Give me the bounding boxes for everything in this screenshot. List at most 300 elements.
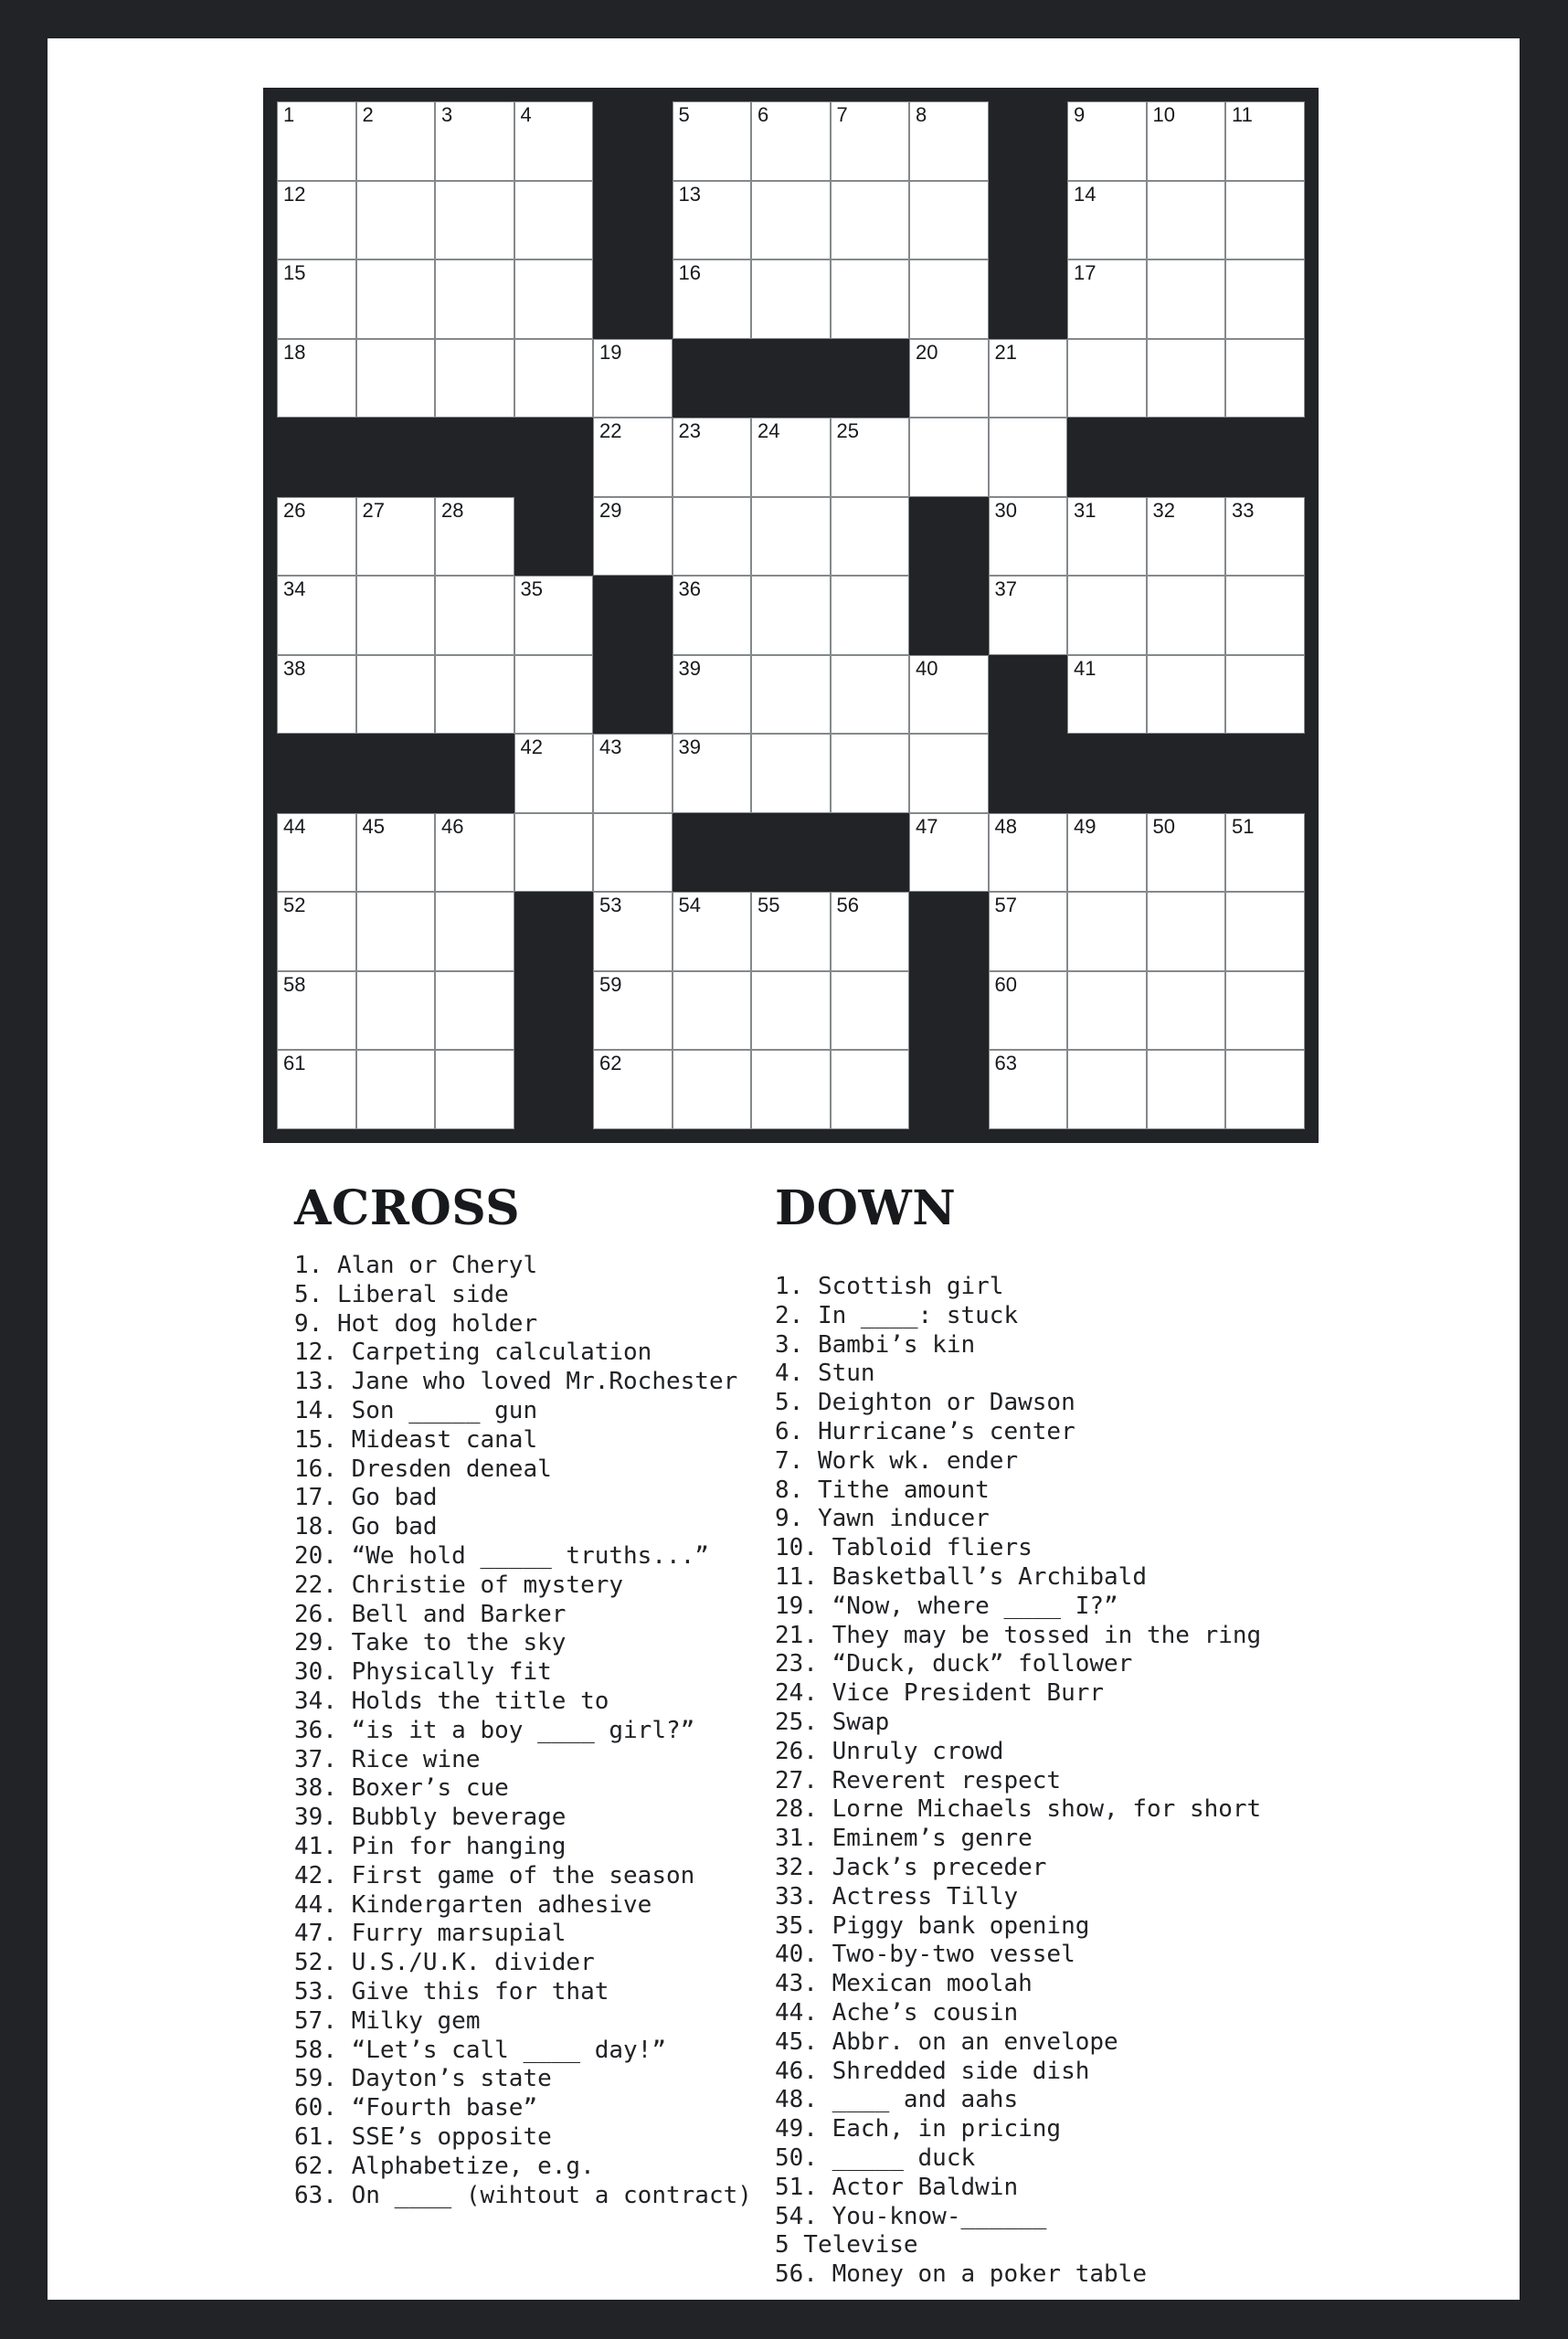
cell-number: 63 [994, 1052, 1017, 1074]
cell-number: 5 [678, 103, 690, 126]
grid-cell[interactable] [1147, 181, 1226, 260]
down-clue: 19. “Now, where ____ I?” [775, 1592, 1118, 1620]
across-clue: 18. Go bad [294, 1513, 438, 1541]
cell-number: 6 [758, 103, 769, 126]
grid-cell[interactable] [593, 734, 673, 813]
down-clue: 44. Ache’s cousin [775, 1998, 1019, 2027]
down-heading: DOWN [775, 1180, 957, 1236]
grid-cell[interactable] [909, 734, 989, 813]
grid-cell[interactable] [673, 101, 752, 181]
grid-cell[interactable] [989, 1050, 1068, 1129]
cell-number: 2 [362, 103, 374, 126]
down-clue: 24. Vice President Burr [775, 1679, 1105, 1708]
black-cell [989, 259, 1068, 339]
cell-number: 59 [599, 972, 622, 996]
grid-cell[interactable] [277, 971, 356, 1051]
grid-cell[interactable] [673, 418, 752, 497]
grid-cell[interactable] [1225, 339, 1305, 418]
grid-cell[interactable] [673, 971, 752, 1051]
cell-number: 22 [599, 419, 622, 442]
grid-cell[interactable] [593, 339, 673, 418]
cell-number: 1 [283, 103, 295, 126]
grid-cell[interactable] [514, 813, 594, 893]
grid-cell[interactable] [593, 497, 673, 577]
black-cell [1147, 418, 1226, 497]
cell-number: 50 [1152, 814, 1175, 838]
grid-cell[interactable] [673, 892, 752, 971]
across-clue: 60. “Fourth base” [294, 2094, 538, 2122]
cell-number: 40 [916, 656, 938, 680]
black-cell [1067, 734, 1147, 813]
black-cell [1225, 418, 1305, 497]
down-clue: 21. They may be tossed in the ring [775, 1621, 1262, 1649]
down-clue: 40. Two-by-two vessel [775, 1941, 1075, 1969]
cell-number: 61 [283, 1052, 306, 1074]
down-clue: 45. Abbr. on an envelope [775, 2027, 1118, 2056]
grid-cell[interactable] [751, 497, 831, 577]
cell-number: 36 [678, 577, 701, 600]
grid-cell[interactable] [1147, 971, 1226, 1051]
grid-cell[interactable] [1225, 655, 1305, 735]
grid-cell[interactable] [435, 655, 514, 735]
grid-cell[interactable] [435, 497, 514, 577]
black-cell [673, 813, 752, 893]
grid-cell[interactable] [277, 101, 356, 181]
black-cell [1147, 734, 1226, 813]
cell-number: 35 [520, 577, 543, 600]
grid-cell[interactable] [435, 1050, 514, 1129]
cell-number: 19 [599, 340, 622, 364]
cell-number: 57 [994, 894, 1017, 916]
grid-cell[interactable] [989, 813, 1068, 893]
cell-number: 38 [283, 656, 306, 680]
black-cell [989, 181, 1068, 260]
cell-number: 8 [916, 103, 927, 126]
grid-cell[interactable] [673, 1050, 752, 1129]
across-clue: 36. “is it a boy ____ girl?” [294, 1716, 695, 1744]
grid-cell[interactable] [1225, 181, 1305, 260]
cell-number: 47 [916, 814, 938, 838]
cell-number: 31 [1074, 498, 1097, 522]
cell-number: 39 [678, 656, 701, 680]
grid-cell[interactable] [909, 655, 989, 735]
grid-cell[interactable] [1147, 339, 1226, 418]
grid-cell[interactable] [909, 418, 989, 497]
grid-cell[interactable] [1147, 101, 1226, 181]
grid-cell[interactable] [356, 813, 436, 893]
grid-cell[interactable] [277, 497, 356, 577]
down-clue: 1. Scottish girl [775, 1273, 1004, 1300]
grid-cell[interactable] [751, 1050, 831, 1129]
across-clue: 63. On ____ (wihtout a contract) [294, 2181, 752, 2209]
black-cell [356, 734, 436, 813]
grid-cell[interactable] [277, 181, 356, 260]
grid-cell[interactable] [435, 339, 514, 418]
black-cell [435, 418, 514, 497]
grid-cell[interactable] [1147, 813, 1226, 893]
grid-cell[interactable] [435, 813, 514, 893]
cell-number: 54 [678, 894, 701, 916]
grid-cell[interactable] [751, 259, 831, 339]
grid-cell[interactable] [909, 101, 989, 181]
across-clue: 53. Give this for that [294, 1977, 609, 2006]
cell-number: 30 [994, 498, 1017, 522]
black-cell [356, 418, 436, 497]
grid-cell[interactable] [909, 339, 989, 418]
across-clue: 38. Boxer’s cue [294, 1774, 509, 1803]
cell-number: 49 [1074, 814, 1097, 838]
grid-cell[interactable] [514, 734, 594, 813]
down-clue: 8. Tithe amount [775, 1476, 990, 1504]
grid-cell[interactable] [1225, 259, 1305, 339]
black-cell [277, 734, 356, 813]
across-clue: 59. Dayton’s state [294, 2065, 552, 2093]
grid-cell[interactable] [277, 259, 356, 339]
grid-cell[interactable] [1067, 181, 1147, 260]
across-clue: 61. SSE’s opposite [294, 2122, 552, 2151]
across-clue: 62. Alphabetize, e.g. [294, 2152, 595, 2180]
grid-cell[interactable] [356, 339, 436, 418]
grid-cell[interactable] [831, 971, 910, 1051]
grid-cell[interactable] [831, 576, 910, 655]
grid-cell[interactable] [1067, 971, 1147, 1051]
grid-cell[interactable] [989, 339, 1068, 418]
cell-number: 58 [283, 972, 306, 996]
grid-cell[interactable] [356, 259, 436, 339]
cell-number: 27 [362, 498, 385, 522]
across-clue: 58. “Let’s call ____ day!” [294, 2036, 666, 2064]
grid-cell[interactable] [831, 181, 910, 260]
across-clue: 26. Bell and Barker [294, 1600, 567, 1628]
grid-cell[interactable] [831, 734, 910, 813]
grid-cell[interactable] [356, 497, 436, 577]
grid-cell[interactable] [1067, 339, 1147, 418]
grid-cell[interactable] [1067, 101, 1147, 181]
grid-cell[interactable] [356, 971, 436, 1051]
across-clue: 13. Jane who loved Mr.Rochester [294, 1368, 738, 1396]
black-cell [435, 734, 514, 813]
grid-cell[interactable] [1147, 1050, 1226, 1129]
across-clue: 34. Holds the title to [294, 1687, 609, 1715]
grid-cell[interactable] [435, 259, 514, 339]
across-clue-list [294, 1252, 752, 2210]
down-clue: 2. In ____: stuck [775, 1301, 1019, 1329]
grid-cell[interactable] [1147, 259, 1226, 339]
down-clue: 33. Actress Tilly [775, 1882, 1019, 1910]
down-clue: 35. Piggy bank opening [775, 1911, 1090, 1940]
cell-number: 55 [758, 894, 780, 916]
black-cell [909, 576, 989, 655]
grid-cell[interactable] [277, 1050, 356, 1129]
grid-cell[interactable] [1225, 971, 1305, 1051]
black-cell [989, 734, 1068, 813]
grid-cell[interactable] [356, 892, 436, 971]
grid-cell[interactable] [1225, 497, 1305, 577]
black-cell [514, 892, 594, 971]
grid-cell[interactable] [673, 734, 752, 813]
across-clue: 39. Bubbly beverage [294, 1804, 567, 1832]
cell-number: 60 [994, 972, 1017, 996]
across-clue: 5. Liberal side [294, 1280, 509, 1308]
down-clue: 5. Deighton or Dawson [775, 1389, 1075, 1417]
cell-number: 25 [836, 419, 859, 442]
across-clue: 15. Mideast canal [294, 1425, 538, 1454]
down-clue: 26. Unruly crowd [775, 1737, 1004, 1765]
grid-cell[interactable] [356, 576, 436, 655]
across-clue: 52. U.S./U.K. divider [294, 1949, 595, 1977]
down-clue: 28. Lorne Michaels show, for short [775, 1795, 1262, 1824]
grid-cell[interactable] [1147, 892, 1226, 971]
cell-number: 23 [678, 419, 701, 442]
black-cell [593, 101, 673, 181]
across-clue: 12. Carpeting calculation [294, 1339, 652, 1367]
grid-cell[interactable] [751, 418, 831, 497]
down-clue: 23. “Duck, duck” follower [775, 1650, 1133, 1678]
grid-cell[interactable] [356, 101, 436, 181]
across-clue: 44. Kindergarten adhesive [294, 1890, 652, 1919]
cell-number: 21 [994, 340, 1017, 364]
down-clue: 46. Shredded side dish [775, 2057, 1090, 2085]
grid-cell[interactable] [356, 1050, 436, 1129]
black-cell [751, 813, 831, 893]
grid-cell[interactable] [514, 101, 594, 181]
grid-cell[interactable] [593, 971, 673, 1051]
grid-cell[interactable] [831, 655, 910, 735]
cell-number: 42 [520, 736, 543, 758]
grid-cell[interactable] [435, 892, 514, 971]
black-cell [514, 1050, 594, 1129]
cell-number: 44 [283, 814, 306, 838]
grid-cell[interactable] [593, 418, 673, 497]
black-cell [514, 418, 594, 497]
down-clue: 7. Work wk. ender [775, 1446, 1019, 1475]
grid-cell[interactable] [435, 101, 514, 181]
down-clue: 9. Yawn inducer [775, 1505, 990, 1533]
across-clue: 57. Milky gem [294, 2006, 481, 2035]
grid-cell[interactable] [1225, 101, 1305, 181]
grid-cell[interactable] [673, 576, 752, 655]
grid-cell[interactable] [831, 101, 910, 181]
black-cell [751, 339, 831, 418]
down-clue: 4. Stun [775, 1360, 875, 1388]
cell-number: 52 [283, 894, 306, 916]
across-clue: 42. First game of the season [294, 1861, 695, 1889]
grid-cell[interactable] [831, 418, 910, 497]
down-clue: 50. _____ duck [775, 2143, 976, 2172]
crossword-grid [263, 88, 1319, 1143]
grid-cell[interactable] [909, 813, 989, 893]
across-clue: 1. Alan or Cheryl [294, 1252, 538, 1279]
grid-cell[interactable] [1067, 259, 1147, 339]
down-clue: 48. ____ and aahs [775, 2086, 1019, 2114]
black-cell [831, 813, 910, 893]
grid-cell[interactable] [1225, 892, 1305, 971]
grid-cell[interactable] [277, 892, 356, 971]
cell-number: 32 [1152, 498, 1175, 522]
across-clue: 30. Physically fit [294, 1658, 552, 1687]
cell-number: 13 [678, 182, 701, 206]
grid-cell[interactable] [1067, 892, 1147, 971]
black-cell [909, 892, 989, 971]
cell-number: 24 [758, 419, 780, 442]
down-clue-list [775, 1273, 1261, 2290]
across-clue: 22. Christie of mystery [294, 1571, 624, 1599]
cell-number: 26 [283, 498, 306, 522]
black-cell [514, 497, 594, 577]
black-cell [909, 497, 989, 577]
grid-cell[interactable] [1067, 655, 1147, 735]
grid-cell[interactable] [673, 181, 752, 260]
grid-cell[interactable] [989, 576, 1068, 655]
grid-cell[interactable] [989, 971, 1068, 1051]
grid-cell[interactable] [1067, 1050, 1147, 1129]
grid-cell[interactable] [751, 892, 831, 971]
grid-cell[interactable] [1147, 576, 1226, 655]
grid-cell[interactable] [593, 892, 673, 971]
black-cell [593, 576, 673, 655]
cell-number: 16 [678, 261, 701, 284]
grid-cell[interactable] [831, 259, 910, 339]
down-clue: 27. Reverent respect [775, 1766, 1062, 1794]
grid-cell[interactable] [435, 576, 514, 655]
across-section [294, 1182, 752, 2210]
across-clue: 16. Dresden deneal [294, 1455, 552, 1483]
grid-cell[interactable] [435, 971, 514, 1051]
grid-cell[interactable] [514, 576, 594, 655]
grid-cell[interactable] [1225, 1050, 1305, 1129]
black-cell [277, 418, 356, 497]
cell-number: 7 [836, 103, 848, 126]
grid-cell[interactable] [277, 339, 356, 418]
cell-number: 41 [1074, 656, 1097, 680]
black-cell [514, 971, 594, 1051]
grid-cell[interactable] [1067, 497, 1147, 577]
grid-cell[interactable] [751, 576, 831, 655]
down-clue: 3. Bambi’s kin [775, 1330, 976, 1359]
grid-cell[interactable] [831, 1050, 910, 1129]
grid-cell[interactable] [1067, 813, 1147, 893]
cell-number: 18 [283, 340, 306, 364]
cell-number: 33 [1232, 498, 1255, 522]
grid-cell[interactable] [356, 181, 436, 260]
grid-cell[interactable] [751, 734, 831, 813]
cell-number: 51 [1232, 814, 1255, 838]
cell-number: 29 [599, 498, 622, 522]
cell-number: 48 [994, 814, 1017, 838]
cell-number: 4 [520, 103, 532, 126]
cell-number: 28 [441, 498, 464, 522]
cell-number: 10 [1152, 103, 1175, 126]
crossword-grid-cells [277, 101, 1305, 1129]
black-cell [593, 181, 673, 260]
grid-cell[interactable] [909, 181, 989, 260]
across-clue: 20. “We hold _____ truths...” [294, 1541, 709, 1570]
grid-cell[interactable] [514, 181, 594, 260]
grid-cell[interactable] [673, 497, 752, 577]
cell-number: 14 [1074, 182, 1097, 206]
grid-cell[interactable] [1147, 497, 1226, 577]
grid-cell[interactable] [831, 497, 910, 577]
across-clue: 47. Furry marsupial [294, 1920, 567, 1948]
grid-cell[interactable] [1225, 576, 1305, 655]
grid-cell[interactable] [1225, 813, 1305, 893]
across-clue: 9. Hot dog holder [294, 1309, 538, 1338]
down-clue: 10. Tabloid fliers [775, 1534, 1033, 1562]
black-cell [593, 655, 673, 735]
black-cell [1225, 734, 1305, 813]
black-cell [673, 339, 752, 418]
down-clue: 49. Each, in pricing [775, 2115, 1062, 2143]
cell-number: 34 [283, 577, 306, 600]
cell-number: 11 [1232, 103, 1253, 126]
grid-cell[interactable] [673, 259, 752, 339]
black-cell [909, 1050, 989, 1129]
across-clue: 14. Son _____ gun [294, 1396, 538, 1424]
cell-number: 17 [1074, 261, 1097, 284]
cell-number: 46 [441, 814, 464, 838]
grid-cell[interactable] [593, 1050, 673, 1129]
grid-cell[interactable] [989, 418, 1068, 497]
across-clue: 37. Rice wine [294, 1745, 481, 1773]
grid-cell[interactable] [673, 655, 752, 735]
cell-number: 53 [599, 894, 622, 916]
grid-cell[interactable] [751, 101, 831, 181]
grid-cell[interactable] [1067, 576, 1147, 655]
grid-cell[interactable] [831, 892, 910, 971]
grid-cell[interactable] [751, 971, 831, 1051]
grid-cell[interactable] [593, 813, 673, 893]
down-clue: 56. Money on a poker table [775, 2260, 1147, 2289]
down-clue: 51. Actor Baldwin [775, 2173, 1019, 2201]
black-cell [989, 101, 1068, 181]
black-cell [831, 339, 910, 418]
cell-number: 62 [599, 1052, 622, 1074]
grid-cell[interactable] [1147, 655, 1226, 735]
cell-number: 43 [599, 736, 622, 758]
grid-cell[interactable] [356, 655, 436, 735]
grid-cell[interactable] [435, 181, 514, 260]
grid-cell[interactable] [514, 339, 594, 418]
grid-cell[interactable] [909, 259, 989, 339]
cell-number: 15 [283, 261, 306, 284]
across-clue: 41. Pin for hanging [294, 1832, 567, 1860]
grid-cell[interactable] [277, 813, 356, 893]
cell-number: 3 [441, 103, 453, 126]
grid-cell[interactable] [514, 655, 594, 735]
grid-cell[interactable] [514, 259, 594, 339]
cell-number: 12 [283, 182, 306, 206]
black-cell [909, 971, 989, 1051]
grid-cell[interactable] [989, 892, 1068, 971]
down-clue: 32. Jack’s preceder [775, 1853, 1047, 1881]
grid-cell[interactable] [277, 576, 356, 655]
grid-cell[interactable] [989, 497, 1068, 577]
down-section [775, 1182, 1261, 2290]
cell-number: 37 [994, 577, 1017, 600]
across-heading: ACROSS [294, 1180, 521, 1236]
down-clue: 43. Mexican moolah [775, 1970, 1033, 1998]
across-clue: 29. Take to the sky [294, 1629, 567, 1657]
grid-cell[interactable] [277, 655, 356, 735]
grid-cell[interactable] [751, 181, 831, 260]
black-cell [1067, 418, 1147, 497]
down-clue: 11. Basketball’s Archibald [775, 1562, 1147, 1591]
down-clue: 54. You-know-______ [775, 2202, 1047, 2230]
grid-cell[interactable] [751, 655, 831, 735]
down-clue: 5 Televise [775, 2231, 918, 2260]
black-cell [593, 259, 673, 339]
cell-number: 39 [678, 736, 701, 758]
